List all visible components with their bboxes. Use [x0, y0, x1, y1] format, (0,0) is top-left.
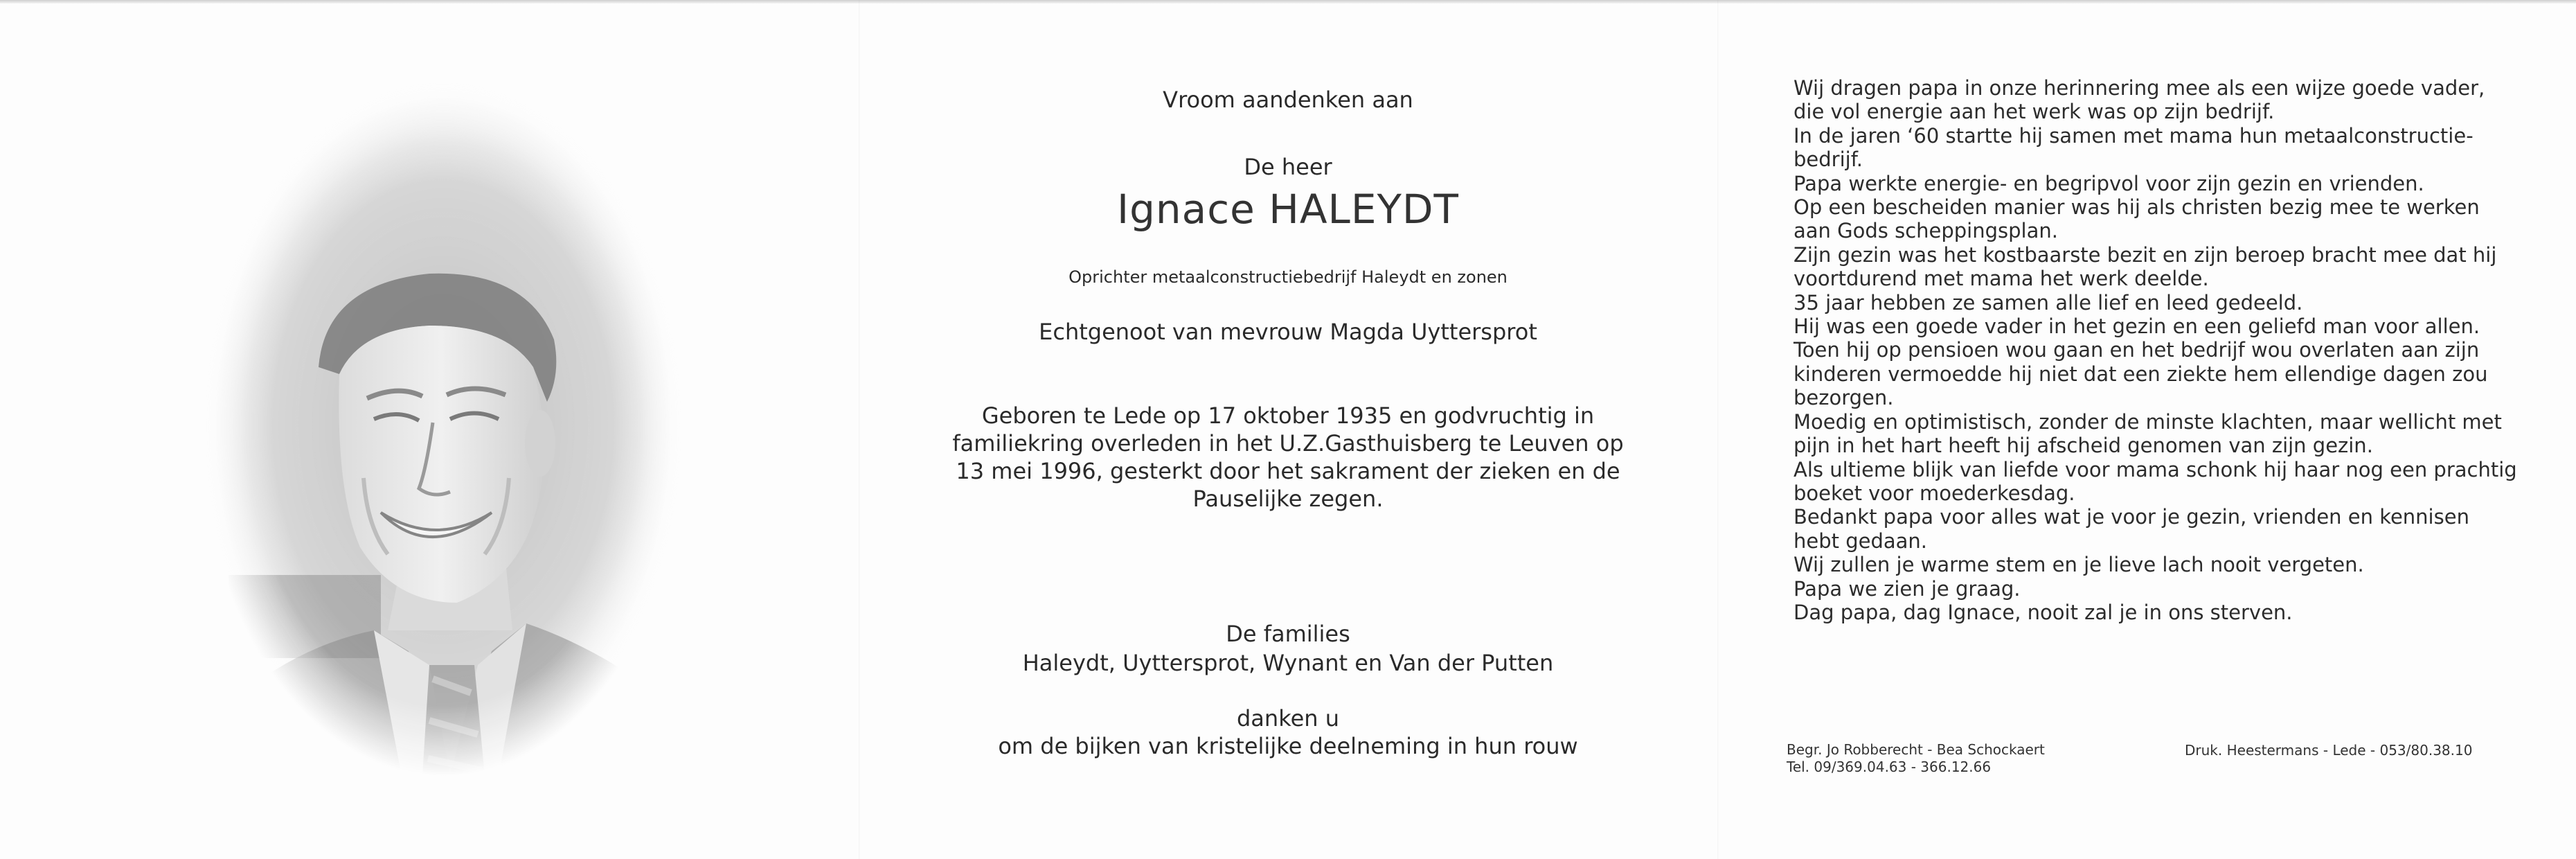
middle-panel — [859, 0, 1717, 859]
tribute-line: Op een bescheiden manier was hij als christen bezig mee te werken — [1794, 195, 2480, 220]
tribute-line: voortdurend met mama het werk deelde. — [1794, 267, 2209, 291]
tribute-line: aan Gods scheppingsplan. — [1794, 219, 2058, 243]
printer-credit: Druk. Heestermans - Lede - 053/80.38.10 — [2185, 742, 2473, 759]
deceased-name: Ignace HALEYDT — [1116, 186, 1459, 233]
birth-line: Pauselijke zegen. — [1192, 486, 1384, 512]
tribute-line: Toen hij op pensioen wou gaan en het bedrijf wou overlaten aan zijn — [1794, 338, 2480, 362]
thanks-line: danken u — [1236, 705, 1339, 732]
tribute-line: Als ultieme blijk van liefde voor mama schonk hij haar nog een prachtig — [1794, 457, 2517, 481]
intro-text: Vroom aandenken aan — [1163, 87, 1413, 113]
tribute-line: kinderen vermoedde hij niet dat een ziekte hem ellendige dagen zou — [1794, 362, 2488, 386]
tribute-line: Zijn gezin was het kostbaarste bezit en zijn beroep bracht mee dat hij — [1794, 242, 2497, 267]
fold-line-right — [1717, 0, 1719, 859]
undertaker-name: Begr. Jo Robberecht - Bea Schockaert — [1787, 741, 2045, 758]
tribute-line: Wij zullen je warme stem en je lieve lach nooit vergeten. — [1794, 553, 2364, 577]
honorific: De heer — [1244, 154, 1332, 180]
birth-line: 13 mei 1996, gesterkt door het sakrament der zieken en de — [956, 458, 1620, 484]
tribute-line: hebt gedaan. — [1794, 529, 1928, 553]
tribute-line: Bedankt papa voor alles wat je voor je gezin, vrienden en kennisen — [1794, 505, 2469, 529]
tribute-line: 35 jaar hebben ze samen alle lief en leed gedeeld. — [1794, 290, 2303, 315]
portrait-photo — [201, 76, 686, 776]
tribute-line: Moedig en optimistisch, zonder de minste klachten, maar wellicht met — [1794, 409, 2502, 434]
portrait-illustration — [201, 76, 686, 776]
tribute-line: bedrijf. — [1794, 148, 1863, 172]
tribute-line: Hij was een goede vader in het gezin en een geliefd man voor allen. — [1794, 315, 2480, 339]
tribute-line: bezorgen. — [1794, 386, 1894, 410]
thanks-reason: om de bijken van kristelijke deelneming in hun rouw — [998, 733, 1578, 759]
undertaker-credit — [1787, 741, 2045, 776]
families-names: Haleydt, Uyttersprot, Wynant en Van der Putten — [1022, 650, 1554, 676]
birth-death-paragraph — [859, 402, 1717, 513]
tribute-line: Papa we zien je graag. — [1794, 576, 2021, 601]
tribute-line: pijn in het hart heeft hij afscheid genomen van zijn gezin. — [1794, 434, 2373, 458]
undertaker-phone: Tel. 09/369.04.63 - 366.12.66 — [1787, 759, 1992, 775]
founder-line: Oprichter metaalconstructiebedrijf Haleydt en zonen — [1068, 267, 1508, 287]
families-label: De families — [1226, 621, 1350, 647]
tribute-line: Wij dragen papa in onze herinnering mee als een wijze goede vader, — [1794, 76, 2485, 100]
tribute-line: Papa werkte energie- en begripvol voor zijn gezin en vrienden. — [1794, 171, 2424, 195]
tribute-text — [1794, 76, 2517, 624]
tribute-line: Dag papa, dag Ignace, nooit zal je in ons sterven. — [1794, 600, 2293, 624]
tribute-line: die vol energie aan het werk was op zijn bedrijf. — [1794, 100, 2275, 124]
spouse-line: Echtgenoot van mevrouw Magda Uyttersprot — [1039, 319, 1537, 345]
birth-line: familiekring overleden in het U.Z.Gasthuisberg te Leuven op — [952, 430, 1624, 457]
tribute-line: In de jaren ‘60 startte hij samen met mama hun metaalconstructie- — [1794, 123, 2474, 148]
tribute-line: boeket voor moederkesdag. — [1794, 481, 2075, 505]
birth-line: Geboren te Lede op 17 oktober 1935 en godvruchtig in — [981, 402, 1595, 429]
